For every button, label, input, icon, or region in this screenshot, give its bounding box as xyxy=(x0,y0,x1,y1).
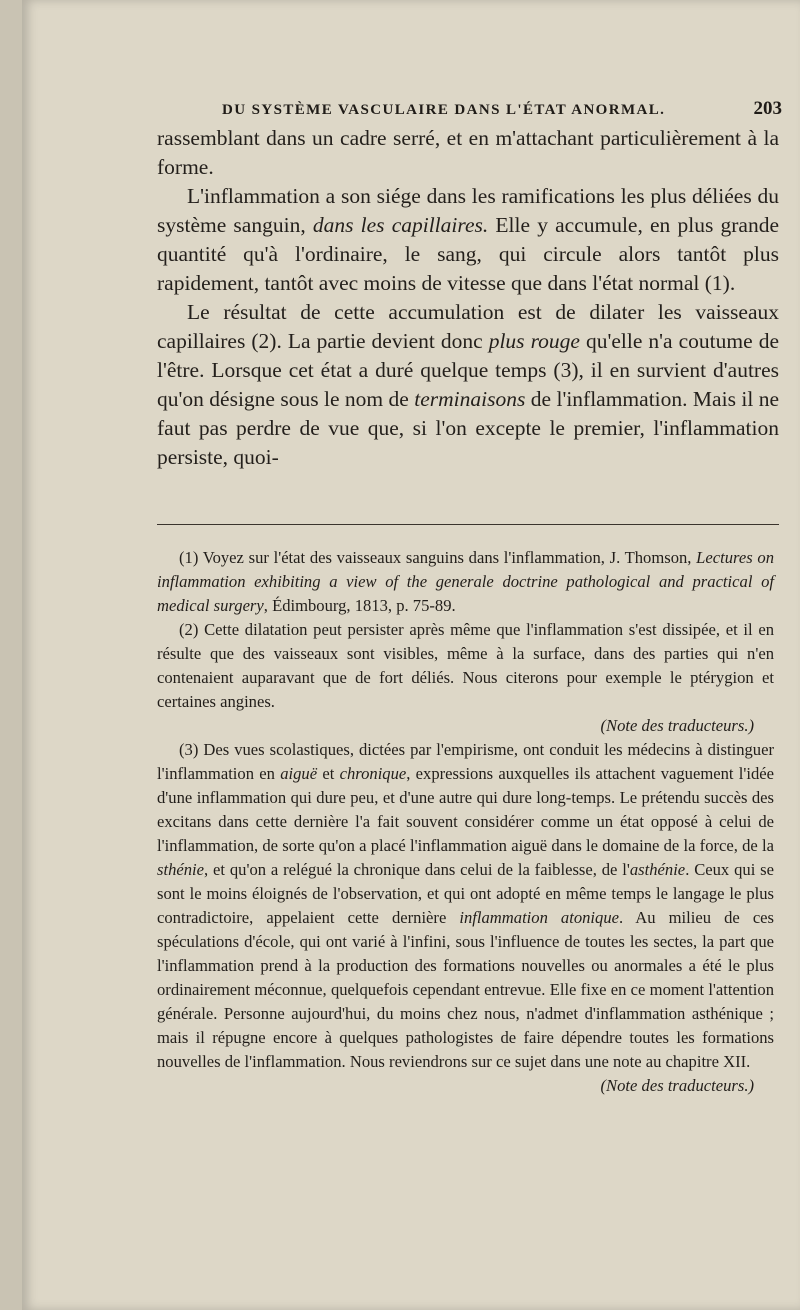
text-run: , et qu'on a relégué la chronique dans celui de la faiblesse, de l' xyxy=(204,860,630,879)
text-run: qu'elle n'a coutume de l'être. Lorsque cet état a duré quelque temps (3), il en survient d'autres qu'on désigne sous le nom de xyxy=(157,329,779,411)
italic-text: aiguë xyxy=(280,764,318,783)
text-run: , Édimbourg, 1813, p. 75-89. xyxy=(263,596,456,615)
footnote-3-signature xyxy=(157,1074,774,1098)
paragraph xyxy=(157,182,779,298)
text-run: de l'inflammation. Mais il ne faut pas perdre de vue que, si l'on excepte le premier, l'inflammation persiste, quoi- xyxy=(157,387,779,469)
footnote-separator xyxy=(157,524,779,525)
footnote-1 xyxy=(157,546,774,618)
footnote-2: (2) Cette dilatation peut persister après même que l'inflammation s'est dissipée, et il en résulte que des vaisseaux sont visibles, même à la surface, dans des parties qui n'en contenaient auparavant que de fort déliés. Nous citerons pour exemple le ptérygion et certaines angines. xyxy=(157,620,774,711)
text-run: . Au milieu de ces spéculations d'école, qui ont varié à l'infini, sous l'influence de toutes les sectes, la part que l'inflammation prend à la production des formations nouvelles ou anormales a été le plus ordinairement méconnue, quelquefois cependant entrevue. Elle fixe en ce moment l'attention générale. Personne aujourd'hui, du moins chez nous, n'admet d'inflammation asthénique ; mais il répugne encore à quelques pathologistes de faire dépendre toutes les formations nouvelles de l'inflammation. Nous reviendrons sur ce sujet dans une note au chapitre XII. xyxy=(157,908,775,1071)
text-run: Le résultat de cette accumulation est de dilater les vaisseaux capillaires (2). La partie devient donc xyxy=(157,300,779,353)
italic-text: dans les capillaires. xyxy=(312,213,489,237)
italic-text: (Note des traducteurs.) xyxy=(600,1076,754,1095)
italic-text: Lectures on inflammation exhibiting a view of the generale doctrine pathological and practical of medical surgery xyxy=(157,548,774,615)
italic-text: terminaisons xyxy=(414,387,526,411)
text-run: L'inflammation a son siége dans les ramifications les plus déliées du système sanguin, xyxy=(157,184,779,237)
main-text xyxy=(157,124,779,472)
footnotes xyxy=(157,546,774,1098)
footnote-3 xyxy=(157,738,774,1074)
text-run: (1) Voyez sur l'état des vaisseaux sanguins dans l'inflammation, J. Thomson, xyxy=(179,548,697,567)
text-run: , expressions auxquelles ils attachent vaguement l'idée d'une inflammation qui dure peu, et d'une autre qui dure long-temps. Le prétendu succès des excitans dans cette dernière l'a fait souvent considérer comme un état opposé à celui de l'inflammation, de sorte qu'on a placé l'inflammation aiguë dans le domaine de la force, de la xyxy=(157,764,774,855)
footnote-2-signature xyxy=(157,714,774,738)
text-run: . Ceux qui se sont le moins éloignés de l'observation, et qui ont adopté en même temps le langage le plus contradictoire, appelaient cette dernière xyxy=(157,860,774,927)
italic-text: sthénie xyxy=(157,860,205,879)
paragraph: rassemblant dans un cadre serré, et en m'attachant particulièrement à la forme. xyxy=(157,126,779,179)
italic-text: asthénie xyxy=(629,860,686,879)
page-number: 203 xyxy=(753,98,782,119)
italic-text: (Note des traducteurs.) xyxy=(600,716,754,735)
italic-text: inflammation atonique xyxy=(459,908,620,927)
text-run: (3) Des vues scolastiques, dictées par l'empirisme, ont conduit les médecins à distinguer l'inflammation en xyxy=(157,740,774,783)
italic-text: chronique xyxy=(339,764,407,783)
paragraph xyxy=(157,298,779,472)
running-header xyxy=(222,98,782,120)
text-run: Elle y accumule, en plus grande quantité qu'à l'ordinaire, le sang, qui circule alors tantôt plus rapidement, tantôt avec moins de vitesse que dans l'état normal (1). xyxy=(157,213,779,295)
italic-text: plus rouge xyxy=(488,329,580,353)
book-page xyxy=(22,0,800,1310)
running-title: DU SYSTÈME VASCULAIRE DANS L'ÉTAT ANORMAL. xyxy=(222,102,666,118)
text-run: et xyxy=(317,764,340,783)
